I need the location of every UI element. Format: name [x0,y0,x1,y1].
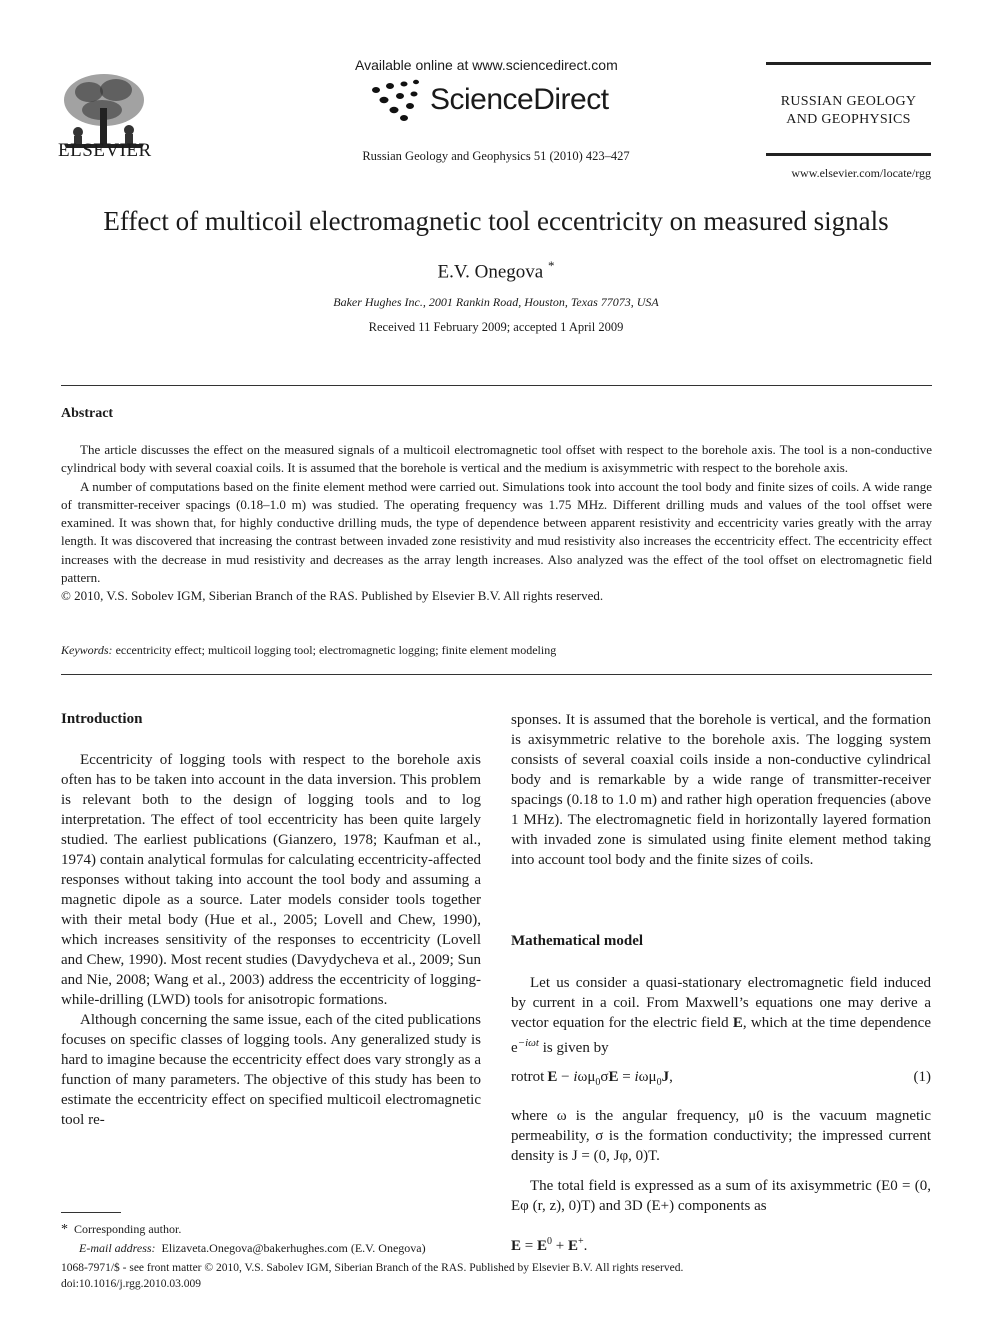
footnote-rule [61,1212,121,1213]
author-affiliation: Baker Hughes Inc., 2001 Rankin Road, Houston, Texas 77073, USA [333,295,659,309]
divider-rule [61,674,932,675]
right-column-text [511,710,931,870]
journal-title-rule-top [766,62,931,65]
author-line [0,258,992,283]
body-paragraph [511,973,931,1058]
divider-rule [61,385,932,386]
abstract-paragraph: A number of computations based on the finite element method were carried out. Simulations took into account the tool body and finite sizes of coils. A wide range of transmitter-receiver spacings (0.18–1.0 m) was studied. The operating frequency was 1.75 MHz. Different drilling muds and values of the tool offset were examined. It was shown that, for highly conductive drilling muds, the type of dependence between apparent resistivity and eccentricity varies greatly with the array length. It was discovered that increasing the contrast between invaded zone resistivity and mud resistivity also increases the eccentricity effect. The eccentricity effect increases with the decrease in mud resistivity and decreases as the array length increases. Also analyzed was the effect of the tool offset on electromagnetic field pattern. [61,478,932,586]
footnote-corresponding-text: Corresponding author. [74,1222,182,1236]
sciencedirect-wordmark: ScienceDirect [430,83,609,116]
footnote-email [61,1239,426,1257]
journal-title-box [766,93,931,129]
received-dates: Received 11 February 2009; accepted 1 April 2009 [368,320,624,334]
author-name[interactable]: E.V. Onegova [437,261,544,283]
text-run: is given by [538,1040,609,1056]
body-paragraph: where ω is the angular frequency, μ0 is the vacuum magnetic permeability, σ is the formation conductivity; the impressed current density is J = (0, Jφ, 0)T. [511,1108,931,1164]
doi-link[interactable]: doi:10.1016/j.rgg.2010.03.009 [61,1278,202,1290]
exponent: −iωt [517,1037,539,1049]
keywords-label: Keywords: [61,643,113,657]
equation-2 [511,1236,931,1255]
keywords-list: eccentricity effect; multicoil logging tool; electromagnetic logging; finite element modeling [115,643,557,657]
abstract-paragraph: The article discusses the effect on the measured signals of a multicoil electromagnetic tool offset with respect to the borehole axis. The tool is a non-conductive cylindrical body with several coaxial coils. It is assumed that the borehole is vertical and the medium is axisymmetric with respect to the borehole axis. [61,442,932,476]
abstract-heading: Abstract [61,406,114,421]
left-column-text [61,750,481,1130]
math-paragraph-3 [511,1176,931,1216]
equation-2-body: $E = E^0 + E^+$. [511,1236,588,1254]
available-online-text: Available online at www.sciencedirect.com [355,57,618,73]
abstract-body [61,441,932,606]
text-run: , which at the time dependence e [511,1015,931,1056]
email-label: E-mail address: [79,1241,156,1255]
footnote-corresponding [61,1220,426,1239]
math-paragraph-2 [511,1106,931,1166]
footnote [61,1220,426,1257]
body-paragraph: Although concerning the same issue, each of the cited publications focuses on specific classes of logging tools. Any generalized study is hard to imagine because the eccentricity effect does vary strongly as a function of many parameters. The objective of this study has been to estimate the eccentricity effect on specified multicoil electromagnetic tool re- [61,1012,481,1128]
equation-1 [511,1069,931,1088]
journal-title-rule-bottom [766,153,931,156]
author-footnote-mark[interactable]: * [547,258,555,273]
body-paragraph: Eccentricity of logging tools with respect to the borehole axis often has to be taken into account in the data inversion. This problem is relevant both to the design of logging tools and to log interpretation. The effect of tool eccentricity has been quite largely studied. The earliest publications (Gianzero, 1978; Kaufman et al., 1974) contain analytical formulas for calculating eccentricity-affected responses without taking into account the tool body and assuming a magnetic dipole as a source. Later models consider tools together with their metal body (Hue et al., 2005; Lovell and Chew, 1990), which increases sensitivity of the responses to eccentricity (Lovell and Chew, 1990). Most recent studies (Davydycheva et al., 2009; Sun and Nie, 2008; Wang et al., 2003) address the eccentricity of logging-while-drilling (LWD) tools for anisotropic formations. [61,752,481,1008]
issn-line: 1068-7971/$ - see front matter © 2010, V.S. Sabolev IGM, Siberian Branch of the RAS. Published by Elsevier B.V. All rights reserved. [61,1262,684,1274]
journal-reference: Russian Geology and Geophysics 51 (2010) 423–427 [362,149,630,163]
publisher-name: ELSEVIER [58,140,152,161]
front-matter-lines [61,1260,683,1292]
body-paragraph: The total field is expressed as a sum of its axisymmetric (E0 = (0, Eφ (r, z), 0)T) and 3D (E+) components as [511,1178,931,1214]
section-heading-mathematical-model: Mathematical model [511,933,644,949]
article-title: Effect of multicoil electromagnetic tool eccentricity on measured signals [103,206,889,236]
journal-title-line1: RUSSIAN GEOLOGY [780,94,917,109]
equation-number: (1) [913,1069,931,1085]
sciencedirect-dots-icon [370,78,430,122]
footnote-mark: * [61,1222,68,1237]
body-paragraph: sponses. It is assumed that the borehole is vertical, and the formation is axisymmetric relative to the borehole axis. The logging system consists of several coaxial coils inside a non-conductive cylindrical body and is remarkable by a wide range of transmitter-receiver spacings (0.18 to 1.0 m) and rather high operation frequencies (above 1 MHz). The electromagnetic field in horizontally layered formation with invaded zone is simulated using finite element method taking into account tool body and the finite sizes of coils. [511,712,931,868]
email-link[interactable]: Elizaveta.Onegova@bakerhughes.com (E.V. Onegova) [161,1241,426,1255]
equation-1-body: rotrot E − iωμ$_0$σE = iωμ$_0$J, [511,1069,673,1088]
math-paragraph-1 [511,973,931,1058]
journal-title-line2: AND GEOPHYSICS [786,112,911,127]
section-heading-introduction: Introduction [61,711,143,727]
keywords-line [61,643,556,658]
abstract-copyright: © 2010, V.S. Sobolev IGM, Siberian Branch of the RAS. Published by Elsevier B.V. All rights reserved. [61,588,604,604]
journal-url-link[interactable]: www.elsevier.com/locate/rgg [791,166,931,180]
text-run: Let us consider a quasi-stationary electromagnetic field induced by current in a coil. From Maxwell’s equations one may derive a vector equation for the electric field [511,975,931,1031]
vector-symbol: E [732,1015,743,1031]
